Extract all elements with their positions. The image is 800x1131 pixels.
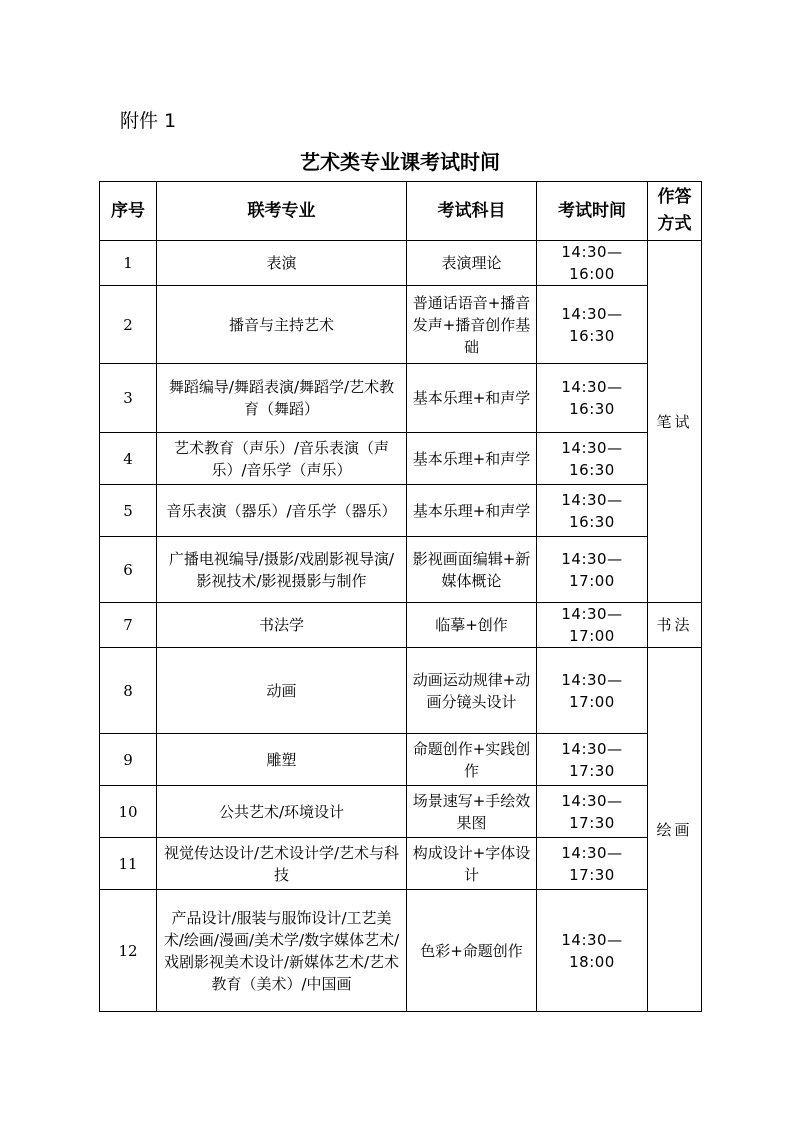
header-major: 联考专业 (157, 182, 407, 241)
row-index: 8 (100, 648, 157, 734)
table-row (100, 286, 702, 364)
table-row (100, 537, 702, 603)
row-time: 14:30—16:30 (537, 286, 648, 364)
row-index: 7 (100, 603, 157, 648)
table-row (100, 364, 702, 433)
row-time: 14:30—18:00 (537, 890, 648, 1012)
table-row (100, 786, 702, 838)
row-time: 14:30—17:30 (537, 786, 648, 838)
row-time: 14:30—16:30 (537, 485, 648, 537)
table-row (100, 603, 702, 648)
row-subject: 影视画面编辑+新媒体概论 (407, 537, 537, 603)
row-time: 14:30—17:00 (537, 603, 648, 648)
row-major: 动画 (157, 648, 407, 734)
table-row (100, 485, 702, 537)
row-index: 1 (100, 241, 157, 286)
attachment-label: 附件 1 (120, 110, 177, 132)
table-row (100, 838, 702, 890)
row-index: 4 (100, 433, 157, 485)
row-major: 艺术教育（声乐）/音乐表演（声乐）/音乐学（声乐） (157, 433, 407, 485)
row-time: 14:30—16:30 (537, 433, 648, 485)
row-major: 公共艺术/环境设计 (157, 786, 407, 838)
row-major: 书法学 (157, 603, 407, 648)
row-index: 6 (100, 537, 157, 603)
row-subject: 色彩+命题创作 (407, 890, 537, 1012)
row-index: 3 (100, 364, 157, 433)
row-index: 11 (100, 838, 157, 890)
row-subject: 构成设计+字体设计 (407, 838, 537, 890)
row-subject: 表演理论 (407, 241, 537, 286)
row-time: 14:30—16:00 (537, 241, 648, 286)
row-subject: 基本乐理+和声学 (407, 433, 537, 485)
header-index: 序号 (100, 182, 157, 241)
header-subject: 考试科目 (407, 182, 537, 241)
row-major: 舞蹈编导/舞蹈表演/舞蹈学/艺术教育（舞蹈） (157, 364, 407, 433)
row-subject: 基本乐理+和声学 (407, 364, 537, 433)
row-major: 雕塑 (157, 734, 407, 786)
row-subject: 场景速写+手绘效果图 (407, 786, 537, 838)
row-time: 14:30—17:30 (537, 838, 648, 890)
row-subject: 普通话语音+播音发声+播音创作基础 (407, 286, 537, 364)
method-drawing: 绘画 (648, 648, 702, 1012)
table-row (100, 734, 702, 786)
row-major: 播音与主持艺术 (157, 286, 407, 364)
exam-schedule-table (99, 181, 702, 1012)
row-time: 14:30—16:30 (537, 364, 648, 433)
row-major: 产品设计/服装与服饰设计/工艺美术/绘画/漫画/美术学/数字媒体艺术/戏剧影视美术设计/新媒体艺术/艺术教育（美术）/中国画 (157, 890, 407, 1012)
row-index: 10 (100, 786, 157, 838)
header-time: 考试时间 (537, 182, 648, 241)
row-time: 14:30—17:00 (537, 648, 648, 734)
row-major: 表演 (157, 241, 407, 286)
row-subject: 命题创作+实践创作 (407, 734, 537, 786)
row-index: 2 (100, 286, 157, 364)
row-major: 视觉传达设计/艺术设计学/艺术与科技 (157, 838, 407, 890)
table-header-row (100, 182, 702, 241)
row-index: 5 (100, 485, 157, 537)
method-written: 笔试 (648, 241, 702, 603)
row-index: 9 (100, 734, 157, 786)
row-subject: 动画运动规律+动画分镜头设计 (407, 648, 537, 734)
row-major: 音乐表演（器乐）/音乐学（器乐） (157, 485, 407, 537)
table-row (100, 241, 702, 286)
header-method: 作答方式 (648, 182, 702, 241)
row-time: 14:30—17:30 (537, 734, 648, 786)
table-row (100, 648, 702, 734)
table-row (100, 890, 702, 1012)
row-major: 广播电视编导/摄影/戏剧影视导演/影视技术/影视摄影与制作 (157, 537, 407, 603)
row-index: 12 (100, 890, 157, 1012)
table-row (100, 433, 702, 485)
row-subject: 基本乐理+和声学 (407, 485, 537, 537)
document-title: 艺术类专业课考试时间 (300, 150, 500, 174)
row-subject: 临摹+创作 (407, 603, 537, 648)
row-time: 14:30—17:00 (537, 537, 648, 603)
method-calligraphy: 书法 (648, 603, 702, 648)
